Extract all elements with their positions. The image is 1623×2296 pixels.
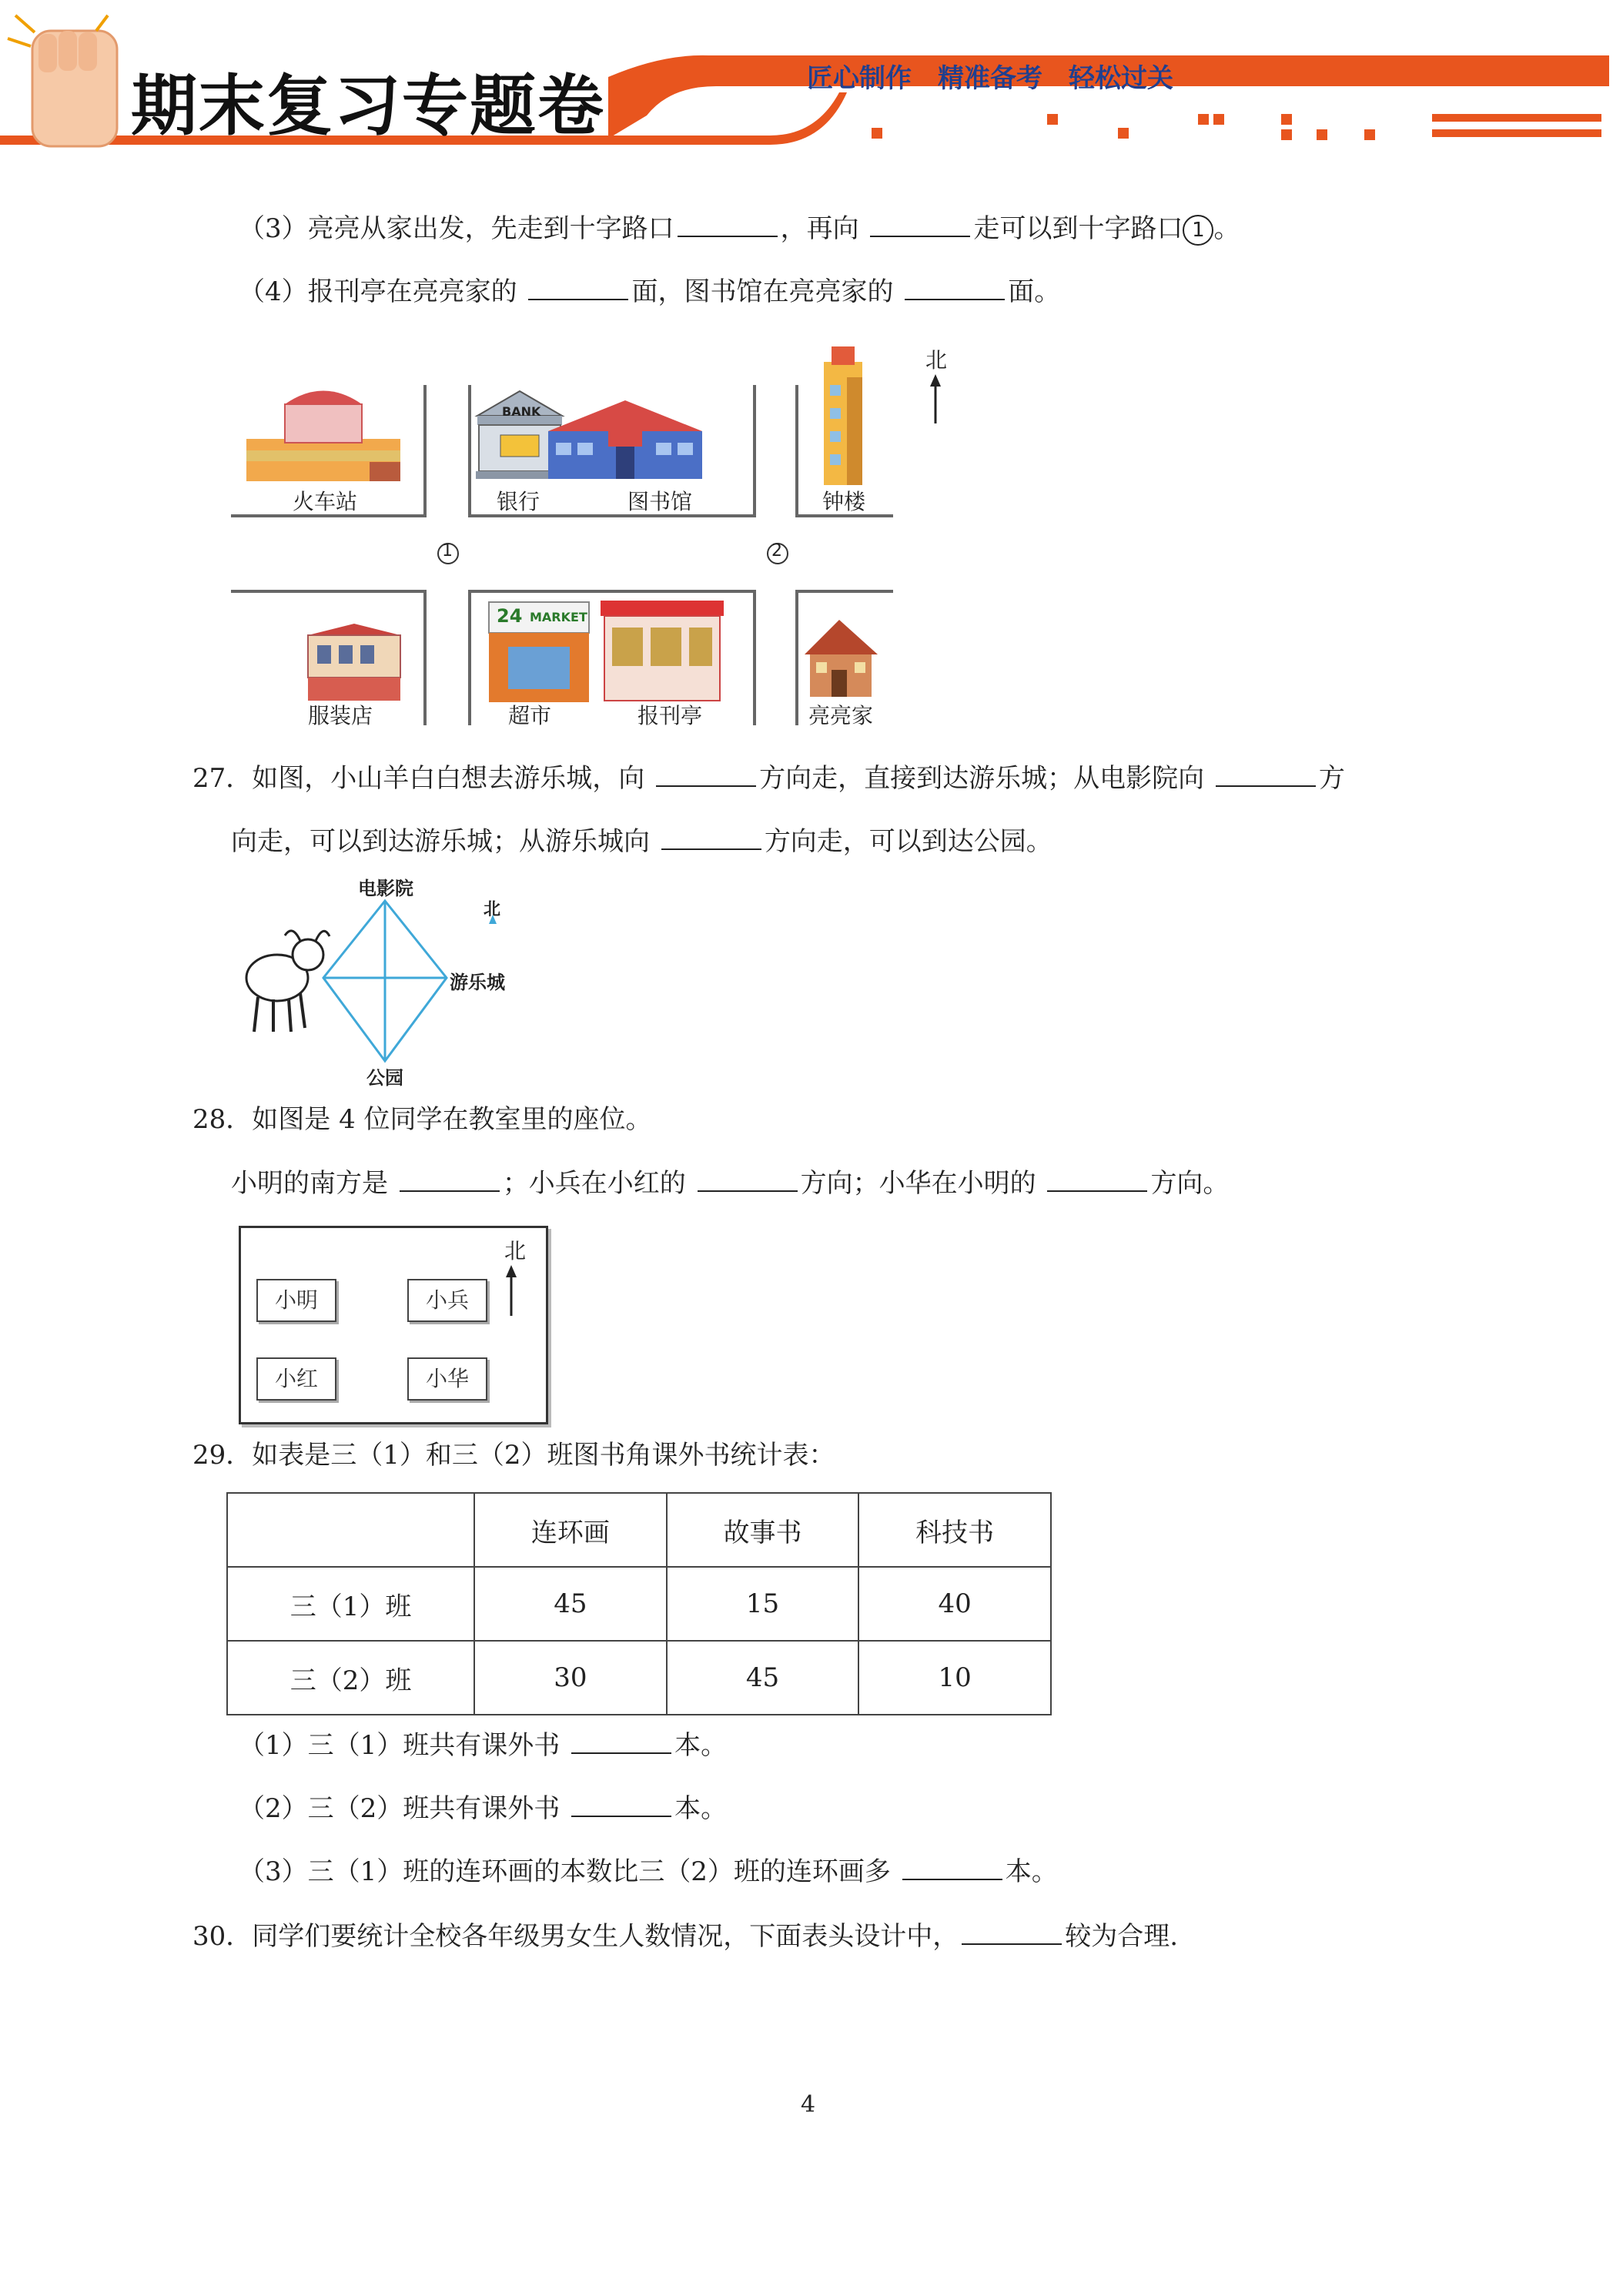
label-library: 图书馆: [627, 489, 693, 514]
answer-blank[interactable]: [870, 213, 970, 237]
label-amusement-park: 游乐城: [450, 972, 505, 993]
label-clock-tower: 钟楼: [822, 489, 866, 514]
market-number: 24: [497, 605, 523, 627]
table-cell: 45: [667, 1641, 859, 1715]
market-sign: MARKET: [530, 610, 587, 624]
label-cinema: 电影院: [358, 878, 413, 899]
answer-blank[interactable]: [661, 825, 761, 850]
answer-blank[interactable]: [905, 276, 1005, 300]
label-park: 公园: [366, 1067, 403, 1089]
junction-marker: 1: [1183, 215, 1213, 246]
q29-sub3: （3）三（1）班的连环画的本数比三（2）班的连环画多 本。: [239, 1856, 1058, 1887]
table-cell: 10: [858, 1641, 1051, 1715]
newsstand-icon: [601, 601, 724, 701]
answer-blank[interactable]: [698, 1167, 798, 1192]
label-liangliang-home: 亮亮家: [808, 703, 874, 728]
diagram-north-label: 北: [484, 900, 501, 919]
label-train-station: 火车站: [293, 489, 358, 514]
label-newsstand: 报刊亭: [637, 703, 703, 728]
header-slogan: 匠心制作 精准备考 轻松过关: [807, 63, 1173, 94]
table-cell: 40: [858, 1567, 1051, 1641]
q29-sub2: （2）三（2）班共有课外书 本。: [239, 1793, 728, 1824]
q26-part4: （4）报刊亭在亮亮家的 面，图书馆在亮亮家的 面。: [239, 276, 1061, 307]
fist-icon: [8, 15, 117, 146]
table-cell: 科技书: [858, 1493, 1051, 1567]
seat-xiaobing: 小兵: [407, 1279, 487, 1322]
street-map: [231, 331, 970, 739]
table-row: [227, 1641, 1051, 1715]
table-header-row: [227, 1493, 1051, 1567]
answer-blank[interactable]: [1047, 1167, 1147, 1192]
row-label-cell: 三（1）班: [227, 1567, 474, 1641]
q28-line2: 小明的南方是 ；小兵在小红的 方向；小华在小明的 方向。: [231, 1168, 1230, 1199]
answer-blank[interactable]: [528, 276, 628, 300]
seating-north-label: 北: [504, 1238, 527, 1263]
bank-sign: BANK: [502, 404, 541, 419]
goat-diagram: [231, 878, 524, 1089]
table-cell: 15: [667, 1567, 859, 1641]
answer-blank[interactable]: [571, 1792, 671, 1817]
table-cell: 30: [474, 1641, 667, 1715]
seat-xiaohua: 小华: [407, 1357, 487, 1401]
answer-blank[interactable]: [678, 213, 778, 237]
table-cell: 连环画: [474, 1493, 667, 1567]
table-cell: 故事书: [667, 1493, 859, 1567]
q29-sub1: （1）三（1）班共有课外书 本。: [239, 1730, 728, 1761]
seat-xiaoming: 小明: [256, 1279, 336, 1322]
clock-tower-icon: [824, 346, 862, 485]
q27-line2: 向走，可以到达游乐城；从游乐城向 方向走，可以到达公园。: [231, 826, 1052, 857]
answer-blank[interactable]: [400, 1167, 500, 1192]
q28-line1: 28．如图是 4 位同学在教室里的座位。: [192, 1104, 652, 1135]
goat-icon: [246, 931, 330, 1032]
junction-2-label: 2: [771, 541, 782, 561]
q29-intro: 29．如表是三（1）和三（2）班图书角课外书统计表：: [192, 1440, 835, 1471]
north-arrow-icon: [930, 374, 941, 423]
page-header: [0, 0, 1623, 154]
answer-blank[interactable]: [656, 762, 756, 787]
q26-part3: （3）亮亮从家出发，先走到十字路口 ，再向 走可以到十字路口 1 。: [239, 213, 1240, 244]
junction-1-label: 1: [442, 541, 453, 561]
north-arrow-icon: [500, 1263, 523, 1317]
answer-blank[interactable]: [962, 1920, 1062, 1945]
row-label-cell: [227, 1493, 474, 1567]
table-row: [227, 1567, 1051, 1641]
label-bank: 银行: [497, 489, 540, 514]
seat-xiaohong: 小红: [256, 1357, 336, 1401]
label-clothing-store: 服装店: [308, 703, 373, 728]
map-north-label: 北: [925, 347, 948, 373]
answer-blank[interactable]: [571, 1729, 671, 1754]
label-supermarket: 超市: [508, 703, 552, 728]
house-icon: [805, 620, 878, 697]
header-title: 期末复习专题卷: [131, 68, 605, 145]
clothing-store-icon: [308, 624, 400, 701]
table-cell: 45: [474, 1567, 667, 1641]
q30-line: 30．同学们要统计全校各年级男女生人数情况，下面表头设计中， 较为合理.: [192, 1921, 1179, 1952]
train-station-icon: [246, 391, 400, 482]
q27-line1: 27．如图，小山羊白白想去游乐城，向 方向走，直接到达游乐城；从电影院向 方: [192, 763, 1345, 794]
answer-blank[interactable]: [1216, 762, 1316, 787]
route-diamond: [323, 901, 447, 1061]
book-stats-table: [226, 1492, 1052, 1715]
page-number: 4: [801, 2091, 816, 2118]
seating-chart: [239, 1226, 548, 1424]
row-label-cell: 三（2）班: [227, 1641, 474, 1715]
answer-blank[interactable]: [902, 1856, 1002, 1880]
library-icon: [548, 400, 702, 479]
